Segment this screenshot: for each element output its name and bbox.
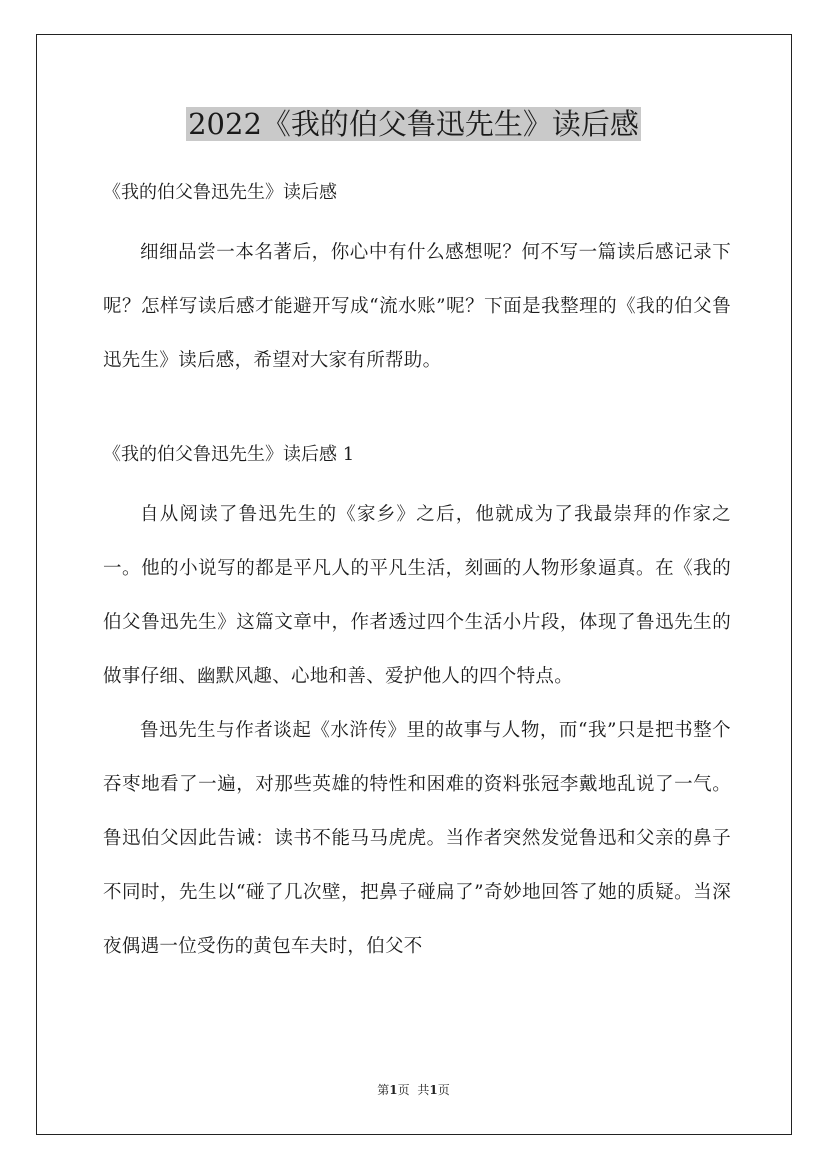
- section1-heading: 《我的伯父鲁迅先生》读后感 1: [103, 444, 355, 465]
- intro-heading: 《我的伯父鲁迅先生》读后感: [103, 182, 337, 203]
- section1-paragraph-1: 自从阅读了鲁迅先生的《家乡》之后，他就成为了我最崇拜的作家之一。他的小说写的都是平凡人的平凡生活，刻画的人物形象逼真。在《我的伯父鲁迅先生》这篇文章中，作者透过四个生活小片段，体现了鲁迅先生的做事仔细、幽默风趣、心地和善、爱护他人的四个特点。: [103, 504, 731, 687]
- total-prefix: 共: [417, 1083, 430, 1097]
- page-footer: [0, 1080, 827, 1100]
- total-pages: 1: [429, 1083, 438, 1097]
- document-title: [0, 104, 827, 144]
- intro-paragraph: 细细品尝一本名著后，你心中有什么感想呢？何不写一篇读后感记录下呢？怎样写读后感才能避开写成“流水账”呢？下面是我整理的《我的伯父鲁迅先生》读后感，希望对大家有所帮助。: [103, 242, 731, 371]
- page-suffix: 页: [397, 1083, 410, 1097]
- document-title-text: 2022《我的伯父鲁迅先生》读后感: [188, 107, 639, 141]
- document-body: [103, 173, 731, 974]
- page-number: 1: [389, 1083, 398, 1097]
- page-prefix: 第: [377, 1083, 390, 1097]
- total-suffix: 页: [437, 1083, 450, 1097]
- section1-paragraph-2: 鲁迅先生与作者谈起《水浒传》里的故事与人物，而“我”只是把书整个吞枣地看了一遍，对那些英雄的特性和困难的资料张冠李戴地乱说了一气。鲁迅伯父因此告诫：读书不能马马虎虎。当作者突然发觉鲁迅和父亲的鼻子不同时，先生以“碰了几次壁，把鼻子碰扁了”奇妙地回答了她的质疑。当深夜偶遇一位受伤的黄包车夫时，伯父不: [103, 720, 731, 957]
